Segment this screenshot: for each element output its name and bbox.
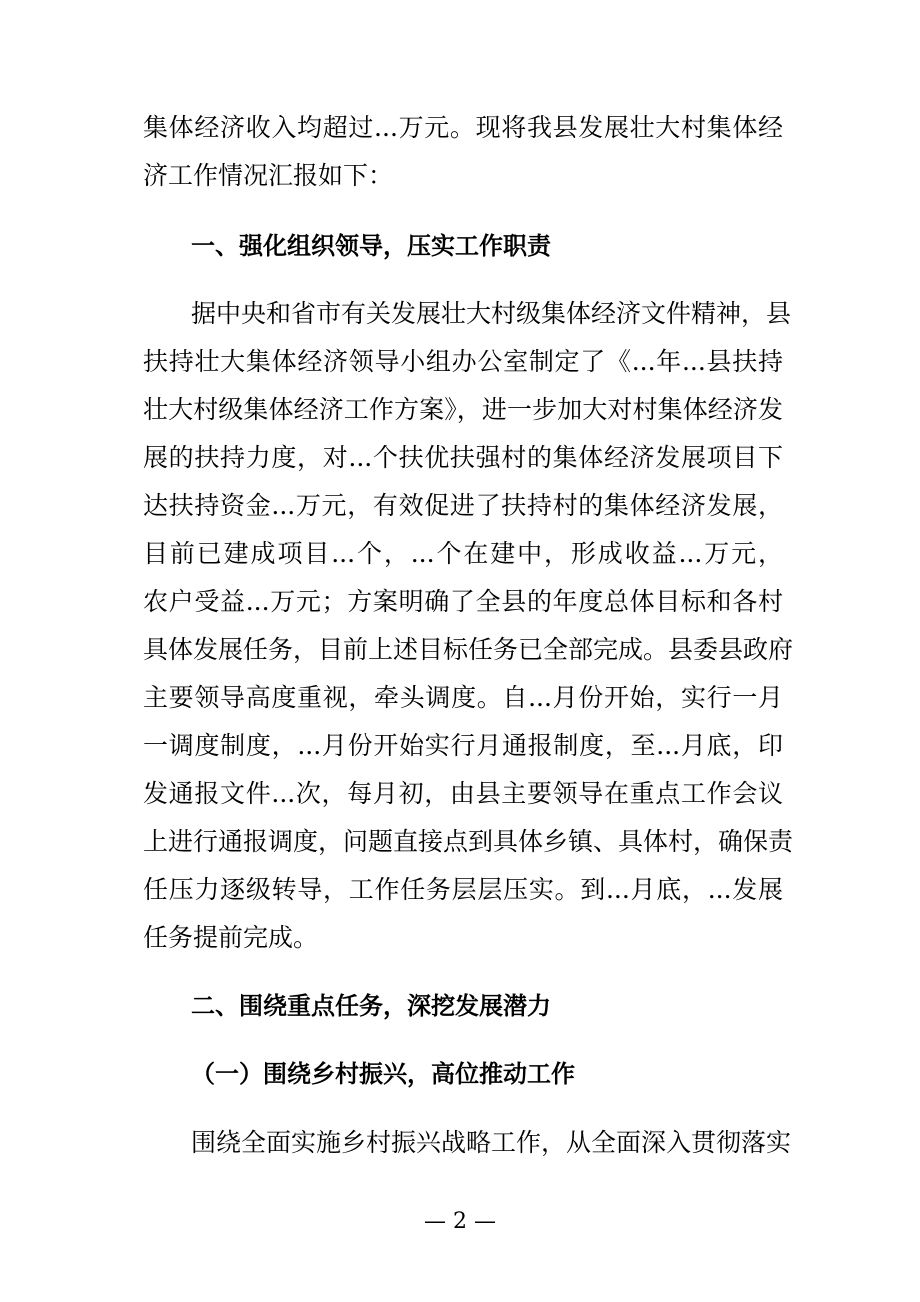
section-1-paragraph-line: 农户受益...万元；方案明确了全县的年度总体目标和各村 [143,587,783,616]
section-1-paragraph-line: 上进行通报调度，问题直接点到具体乡镇、具体村，确保责 [143,827,794,856]
section-1-paragraph-line: 目前已建成项目...个，...个在建中，形成收益...万元， [143,539,783,568]
section-1-paragraph-line: 主要领导高度重视，牵头调度。自...月份开始，实行一月 [143,683,783,712]
section-1-paragraph-line: 展的扶持力度，对...个扶优扶强村的集体经济发展项目下 [143,443,783,472]
page-number: — 2 — [424,1209,496,1234]
section-2-heading: 二、围绕重点任务，深挖发展潜力 [191,992,551,1020]
section-1-paragraph-line: 任压力逐级转导，工作任务层层压实。到...月底，...发展 [143,875,783,904]
intro-line-1: 集体经济收入均超过...万元。现将我县发展壮大村集体经 [143,113,783,142]
section-2-paragraph-line: 围绕全面实施乡村振兴战略工作，从全面深入贯彻落实 [191,1128,792,1157]
section-2-subheading: （一）围绕乡村振兴，高位推动工作 [191,1059,575,1088]
section-1-paragraph-line: 据中央和省市有关发展壮大村级集体经济文件精神，县 [191,299,792,328]
section-1-paragraph-line: 具体发展任务，目前上述目标任务已全部完成。县委县政府 [143,635,794,664]
section-1-paragraph-line: 达扶持资金...万元，有效促进了扶持村的集体经济发展， [143,491,783,520]
section-1-paragraph-line: 发通报文件...次，每月初，由县主要领导在重点工作会议 [143,779,783,808]
section-1-paragraph-line: 壮大村级集体经济工作方案》，进一步加大对村集体经济发 [143,395,783,424]
section-1-heading: 一、强化组织领导，压实工作职责 [191,232,551,260]
section-1-paragraph-line: 扶持壮大集体经济领导小组办公室制定了《...年...县扶持 [143,347,783,376]
section-1-paragraph-line: 任务提前完成。 [143,923,319,952]
intro-line-2: 济工作情况汇报如下： [143,161,394,190]
section-1-paragraph-line: 一调度制度，...月份开始实行月通报制度，至...月底，印 [143,731,783,760]
